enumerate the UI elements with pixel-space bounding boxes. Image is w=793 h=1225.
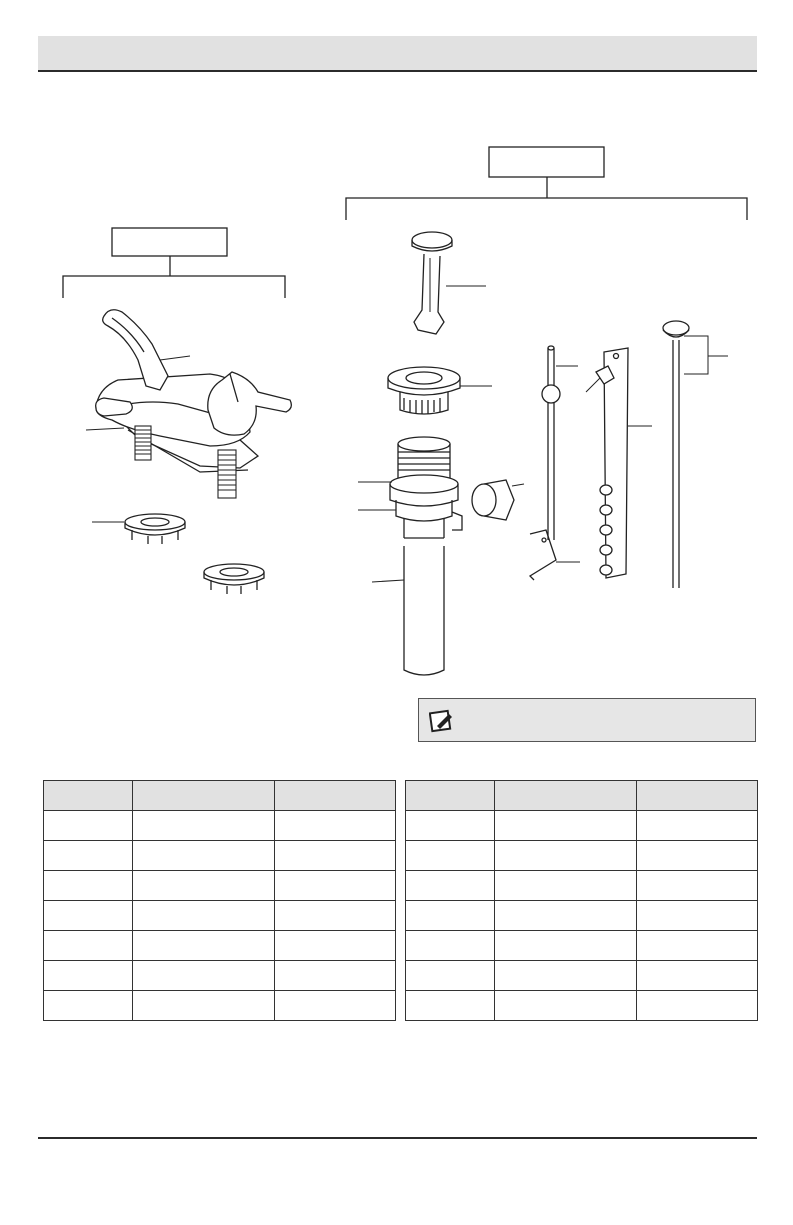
table-row: [44, 991, 396, 1021]
table-row: [406, 961, 758, 991]
table-cell: [275, 991, 396, 1021]
mounting-nut-1: [92, 514, 185, 544]
table-cell: [406, 871, 495, 901]
table-row: [406, 841, 758, 871]
table-cell: [637, 991, 758, 1021]
pivot-nut: [472, 480, 524, 520]
table-cell: [44, 901, 133, 931]
extension-strap: [586, 348, 652, 578]
table-cell: [406, 841, 495, 871]
table-cell: [44, 961, 133, 991]
faucet-body: [86, 310, 291, 498]
lift-rod: [663, 321, 728, 588]
table-cell: [495, 811, 637, 841]
table-row: [44, 901, 396, 931]
table-cell: [133, 931, 275, 961]
table-cell: [637, 961, 758, 991]
table-cell: [406, 811, 495, 841]
table-cell: [406, 931, 495, 961]
drain-group-bracket: [346, 147, 747, 220]
table-cell: [275, 811, 396, 841]
table-cell: [495, 841, 637, 871]
table-cell: [406, 901, 495, 931]
note-box: [418, 698, 756, 742]
table-cell: [133, 961, 275, 991]
table-row: [44, 841, 396, 871]
column-header: [495, 781, 637, 811]
table-cell: [637, 901, 758, 931]
table-row: [44, 931, 396, 961]
table-cell: [133, 811, 275, 841]
drain-flange: [388, 367, 492, 414]
table-cell: [275, 841, 396, 871]
table-cell: [133, 901, 275, 931]
pivot-rod: [542, 346, 578, 540]
mounting-nut-2: [204, 564, 264, 594]
table-cell: [406, 961, 495, 991]
drain-body: [358, 437, 462, 675]
table-cell: [637, 871, 758, 901]
table-cell: [133, 841, 275, 871]
table-row: [406, 991, 758, 1021]
column-header: [406, 781, 495, 811]
footer-rule: [38, 1137, 757, 1139]
parts-table-right: [405, 780, 758, 1021]
table-cell: [406, 991, 495, 1021]
table-row: [406, 811, 758, 841]
table-cell: [133, 871, 275, 901]
table-cell: [495, 931, 637, 961]
table-header-row: [44, 781, 396, 811]
column-header: [133, 781, 275, 811]
parts-table-left: [43, 780, 396, 1021]
table-cell: [637, 811, 758, 841]
table-cell: [495, 901, 637, 931]
table-cell: [44, 811, 133, 841]
table-cell: [495, 961, 637, 991]
drain-stopper: [412, 232, 486, 334]
column-header: [637, 781, 758, 811]
column-header: [44, 781, 133, 811]
table-row: [406, 871, 758, 901]
table-cell: [275, 961, 396, 991]
table-row: [44, 811, 396, 841]
table-cell: [44, 841, 133, 871]
table-cell: [133, 991, 275, 1021]
column-header: [275, 781, 396, 811]
table-cell: [495, 991, 637, 1021]
table-row: [44, 961, 396, 991]
table-cell: [44, 991, 133, 1021]
faucet-group-bracket: [63, 228, 285, 298]
table-cell: [275, 871, 396, 901]
spring-clip: [530, 530, 580, 580]
table-cell: [637, 841, 758, 871]
table-cell: [275, 931, 396, 961]
table-cell: [44, 871, 133, 901]
note-icon: [429, 708, 455, 734]
table-header-row: [406, 781, 758, 811]
table-cell: [44, 931, 133, 961]
table-row: [44, 871, 396, 901]
table-row: [406, 931, 758, 961]
table-cell: [637, 931, 758, 961]
table-cell: [275, 901, 396, 931]
table-row: [406, 901, 758, 931]
table-cell: [495, 871, 637, 901]
